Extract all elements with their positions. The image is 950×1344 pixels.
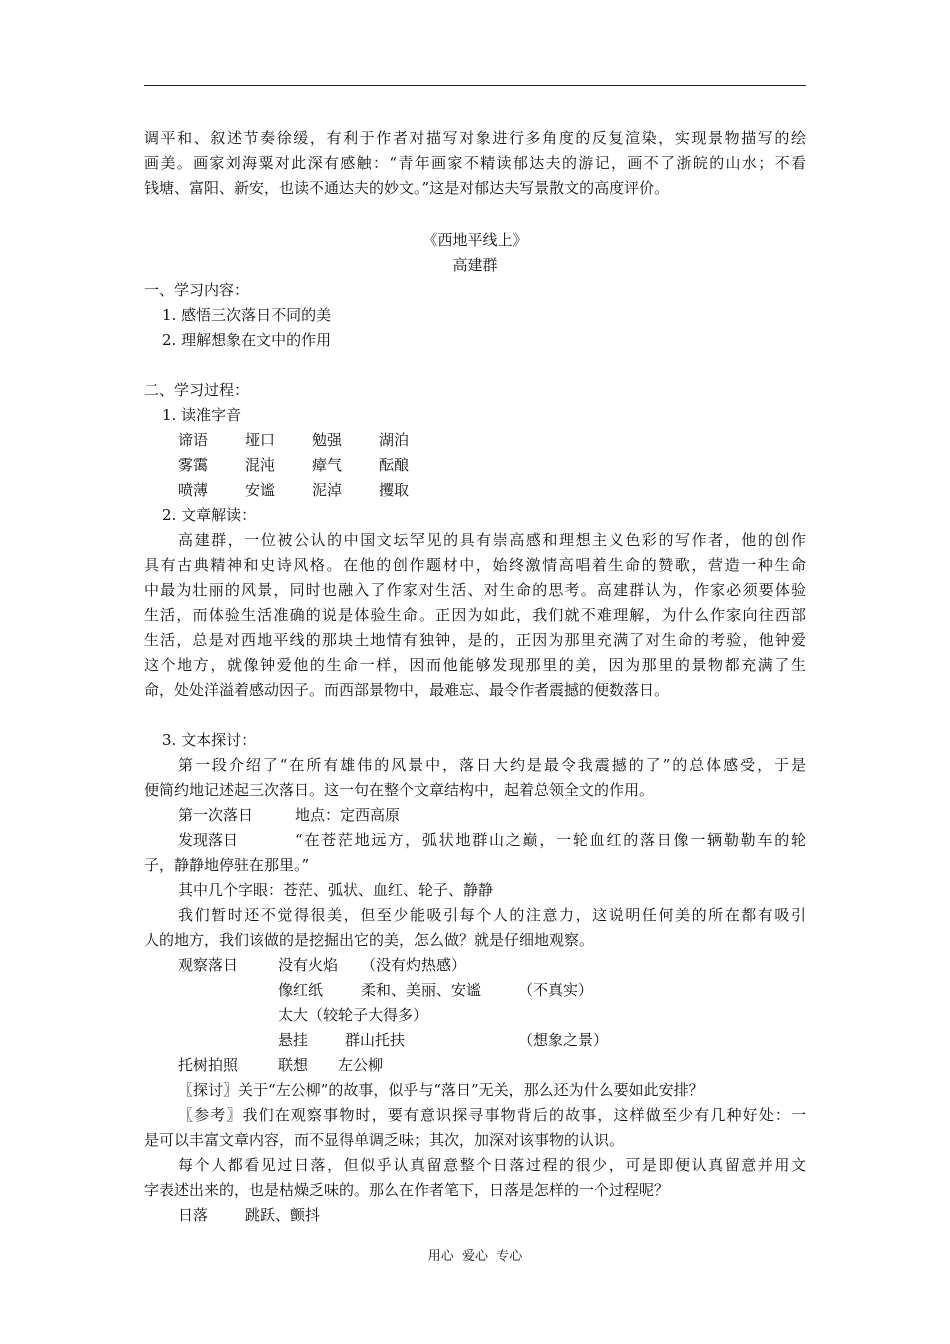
observe-note: （想象之景） xyxy=(518,1031,609,1049)
paragraph-line: 生活，总是对西地平线的那块土地情有独钟，是的，正因为那里充满了对生命的考验，他钟爱 xyxy=(144,631,806,649)
observe-item: 没有火焰 xyxy=(278,956,339,974)
paragraph-line: 命，处处洋溢着感动因子。而西部景物中，最难忘、最令作者震撼的便数落日。 xyxy=(144,681,670,699)
paragraph-line: 每个人都看见过日落，但似乎认真留意整个日落过程的很少，可是即便认真留意并用文 xyxy=(178,1156,806,1174)
observe-item: 太大（较轮子大得多） xyxy=(278,1006,429,1024)
article-title: 《西地平线上》 xyxy=(422,231,528,249)
keywords-line: 其中几个字眼：苍茫、弧状、血红、轮子、静静 xyxy=(178,881,494,899)
word: 安谧 xyxy=(245,481,276,499)
subheading: 1. 读准字音 xyxy=(162,406,242,424)
intro-line: 调平和、叙述节奏徐缓，有利于作者对描写对象进行多角度的反复渲染，实现景物描写的绘 xyxy=(144,129,806,147)
tree-item: 左公柳 xyxy=(338,1056,384,1074)
discover-quote: 子，静静地停驻在那里。” xyxy=(144,856,310,874)
sunset-value: 跳跃、颤抖 xyxy=(245,1206,321,1224)
section-heading: 二、学习过程： xyxy=(144,381,250,399)
observe-item: 像红纸 xyxy=(278,981,324,999)
word: 雾霭 xyxy=(178,456,209,474)
paragraph-line: 字表述出来的，也是枯燥乏味的。那么在作者笔下，日落是怎样的一个过程呢？ xyxy=(144,1181,670,1199)
sunset-label: 日落 xyxy=(178,1206,209,1224)
paragraph-line: 人的地方，我们该做的是挖掘出它的美，怎么做？就是仔细地观察。 xyxy=(144,931,595,949)
observe-item: 悬挂 xyxy=(278,1031,309,1049)
first-sunset-place: 地点：定西高原 xyxy=(295,806,401,824)
word: 攫取 xyxy=(379,481,410,499)
paragraph-line: 第一段介绍了“在所有雄伟的风景中，落日大约是最令我震撼的了”的总体感受，于是 xyxy=(178,756,806,774)
tree-item: 联想 xyxy=(278,1056,309,1074)
observe-note: （不真实） xyxy=(518,981,594,999)
word: 湖泊 xyxy=(379,431,410,449)
paragraph-line: 中最为壮丽的风景，同时也融入了作家对生活、对生命的思考。高建群认为，作家必须要体验 xyxy=(144,581,806,599)
header-rule xyxy=(144,85,806,86)
word: 勉强 xyxy=(312,431,343,449)
discover-label: 发现落日 xyxy=(178,831,239,849)
intro-line: 钱塘、富阳、新安，也读不通达夫的妙文。”这是对郁达夫写景散文的高度评价。 xyxy=(144,179,670,197)
observe-item: 柔和、美丽、安谧 xyxy=(361,981,482,999)
paragraph-line: 具有古典精神和史诗风格。在他的创作题材中，始终激情高唱着生命的赞歌，营造一种生命 xyxy=(144,556,806,574)
word: 垭口 xyxy=(245,431,276,449)
word: 酝酿 xyxy=(379,456,410,474)
discover-quote: “在苍茫地远方，弧状地群山之巅，一轮血红的落日像一辆勒勒车的轮 xyxy=(295,831,806,849)
observe-note: （没有灼热感） xyxy=(361,956,467,974)
tree-item: 托树拍照 xyxy=(178,1056,239,1074)
list-item: 1. 感悟三次落日不同的美 xyxy=(162,306,332,324)
subheading: 3. 文本探讨： xyxy=(162,731,257,749)
paragraph-line: 高建群，一位被公认的中国文坛罕见的具有崇高感和理想主义色彩的写作者，他的创作 xyxy=(178,531,806,549)
list-item: 2. 理解想象在文中的作用 xyxy=(162,331,332,349)
first-sunset-label: 第一次落日 xyxy=(178,806,254,824)
word: 混沌 xyxy=(245,456,276,474)
paragraph-line: 生活，而体验生活准确的说是体验生命。正因为如此，我们就不难理解，为什么作家向往西部 xyxy=(144,606,806,624)
word: 喷薄 xyxy=(178,481,209,499)
word: 谛语 xyxy=(178,431,209,449)
reference-line: 是可以丰富文章内容，而不显得单调乏味；其次，加深对该事物的认识。 xyxy=(144,1131,625,1149)
word: 瘴气 xyxy=(312,456,343,474)
intro-line: 画美。画家刘海粟对此深有感触：“青年画家不精读郁达夫的游记，画不了浙皖的山水；不看 xyxy=(144,154,806,172)
paragraph-line: 这个地方，就像钟爱他的生命一样，因而他能够发现那里的美，因为那里的景物都充满了生 xyxy=(144,656,806,674)
observe-item: 群山托扶 xyxy=(345,1031,406,1049)
paragraph-line: 便简约地记述起三次落日。这一句在整个文章结构中，起着总领全文的作用。 xyxy=(144,781,655,799)
reference-line: 〖参考〗我们在观察事物时，要有意识探寻事物背后的故事，这样做至少有几种好处：一 xyxy=(178,1106,806,1124)
page-footer: 用心 爱心 专心 xyxy=(427,1249,523,1264)
subheading: 2. 文章解读： xyxy=(162,506,257,524)
paragraph-line: 我们暂时还不觉得很美，但至少能吸引每个人的注意力，这说明任何美的所在都有吸引 xyxy=(178,906,806,924)
discuss-line: 〖探讨〗关于“左公柳”的故事，似乎与“落日”无关，那么还为什么要如此安排？ xyxy=(178,1081,704,1099)
word: 泥淖 xyxy=(312,481,343,499)
observe-label: 观察落日 xyxy=(178,956,239,974)
article-author: 高建群 xyxy=(452,256,498,274)
section-heading: 一、学习内容： xyxy=(144,281,250,299)
